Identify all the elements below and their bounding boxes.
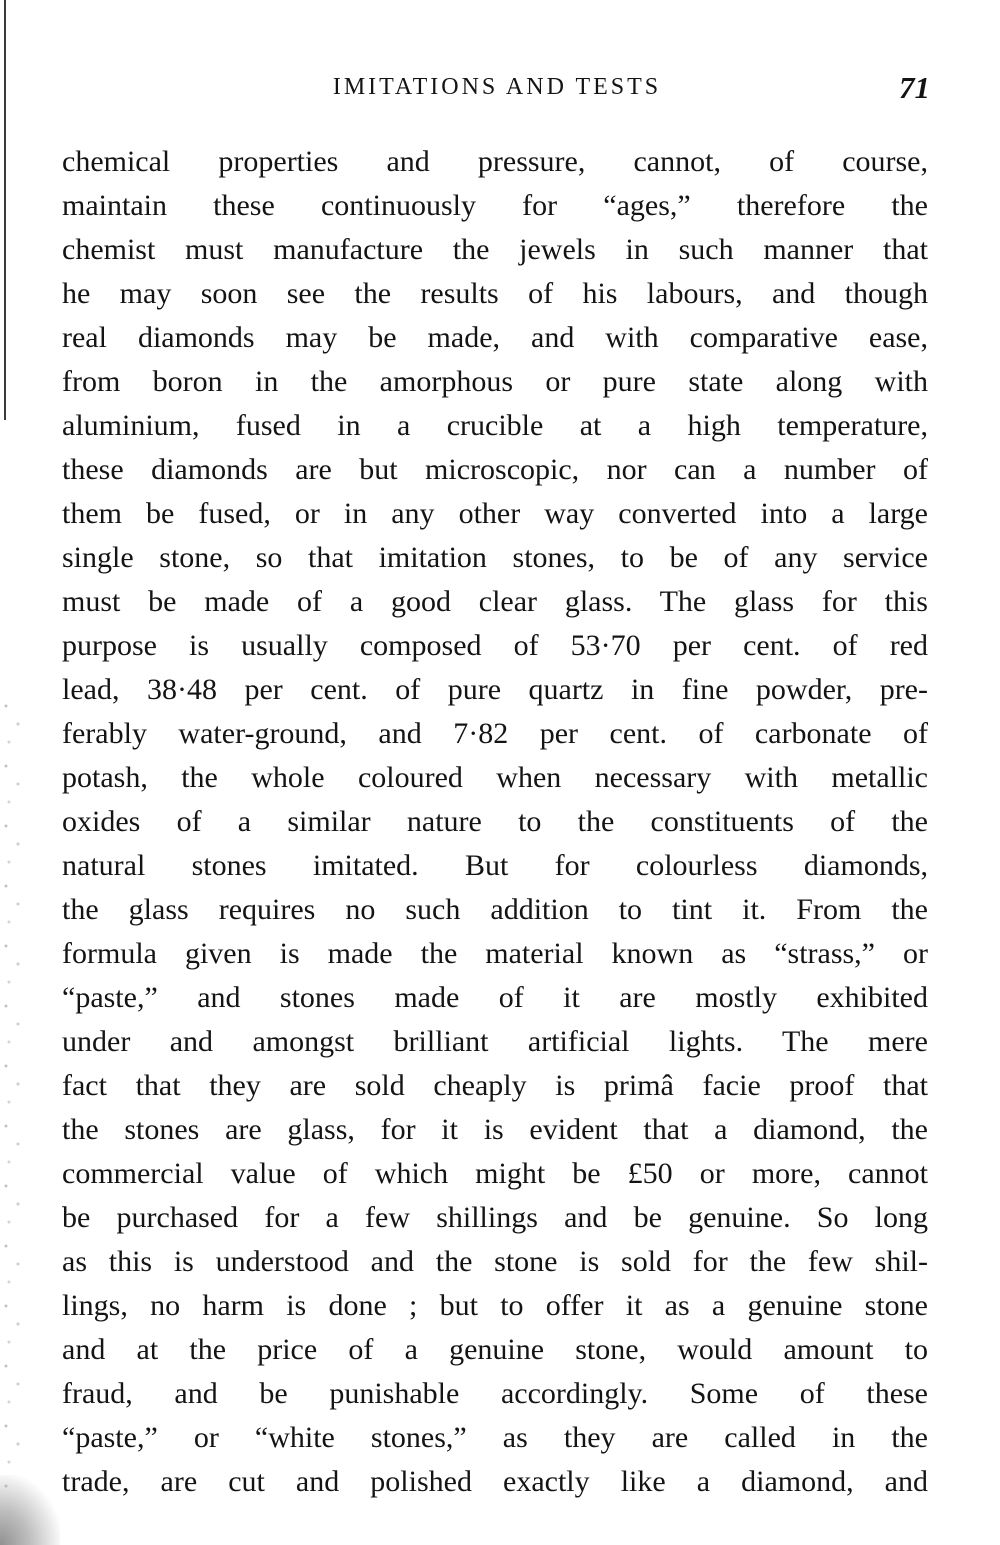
text-line: purpose is usually composed of 53·70 per cent. of red <box>62 629 928 662</box>
text-line: chemist must manufacture the jewels in such manner that <box>62 233 928 266</box>
text-line: from boron in the amorphous or pure state along with <box>62 365 928 398</box>
text-line: formula given is made the material known as “strass,” or <box>62 937 928 970</box>
page-edge-line <box>4 0 6 420</box>
body-text <box>62 140 928 1504</box>
text-line: ferably water-ground, and 7·82 per cent. of carbonate of <box>62 717 928 750</box>
text-line: single stone, so that imitation stones, to be of any service <box>62 541 928 574</box>
text-line: maintain these continuously for “ages,” therefore the <box>62 189 928 222</box>
text-line: aluminium, fused in a crucible at a high temperature, <box>62 409 928 442</box>
text-line: natural stones imitated. But for colourless diamonds, <box>62 849 928 882</box>
text-line: fraud, and be punishable accordingly. Some of these <box>62 1377 928 1410</box>
page-header <box>62 70 932 114</box>
corner-smudge <box>0 1475 60 1545</box>
text-line: as this is understood and the stone is sold for the few shil- <box>62 1245 928 1278</box>
page-number: 71 <box>899 70 930 105</box>
text-line: chemical properties and pressure, cannot, of course, <box>62 145 928 178</box>
text-line: potash, the whole coloured when necessary with metallic <box>62 761 928 794</box>
text-line: and at the price of a genuine stone, would amount to <box>62 1333 928 1366</box>
text-line: trade, are cut and polished exactly like a diamond, and <box>62 1465 928 1498</box>
margin-speckle <box>0 700 30 1500</box>
text-line: under and amongst brilliant artificial lights. The mere <box>62 1025 928 1058</box>
text-line: must be made of a good clear glass. The glass for this <box>62 585 928 618</box>
text-line: be purchased for a few shillings and be genuine. So long <box>62 1201 928 1234</box>
text-line: them be fused, or in any other way converted into a large <box>62 497 928 530</box>
text-line: the stones are glass, for it is evident that a diamond, the <box>62 1113 928 1146</box>
text-line: oxides of a similar nature to the constituents of the <box>62 805 928 838</box>
text-line: lings, no harm is done ; but to offer it as a genuine stone <box>62 1289 928 1322</box>
text-line: lead, 38·48 per cent. of pure quartz in fine powder, pre- <box>62 673 928 706</box>
text-line: “paste,” or “white stones,” as they are called in the <box>62 1421 928 1454</box>
text-line: these diamonds are but microscopic, nor can a number of <box>62 453 928 486</box>
text-line: the glass requires no such addition to tint it. From the <box>62 893 928 926</box>
text-line: fact that they are sold cheaply is primâ facie proof that <box>62 1069 928 1102</box>
text-line: commercial value of which might be £50 or more, cannot <box>62 1157 928 1190</box>
text-line: he may soon see the results of his labours, and though <box>62 277 928 310</box>
text-line: “paste,” and stones made of it are mostly exhibited <box>62 981 928 1014</box>
text-line: real diamonds may be made, and with comparative ease, <box>62 321 928 354</box>
running-head: IMITATIONS AND TESTS <box>332 74 662 100</box>
